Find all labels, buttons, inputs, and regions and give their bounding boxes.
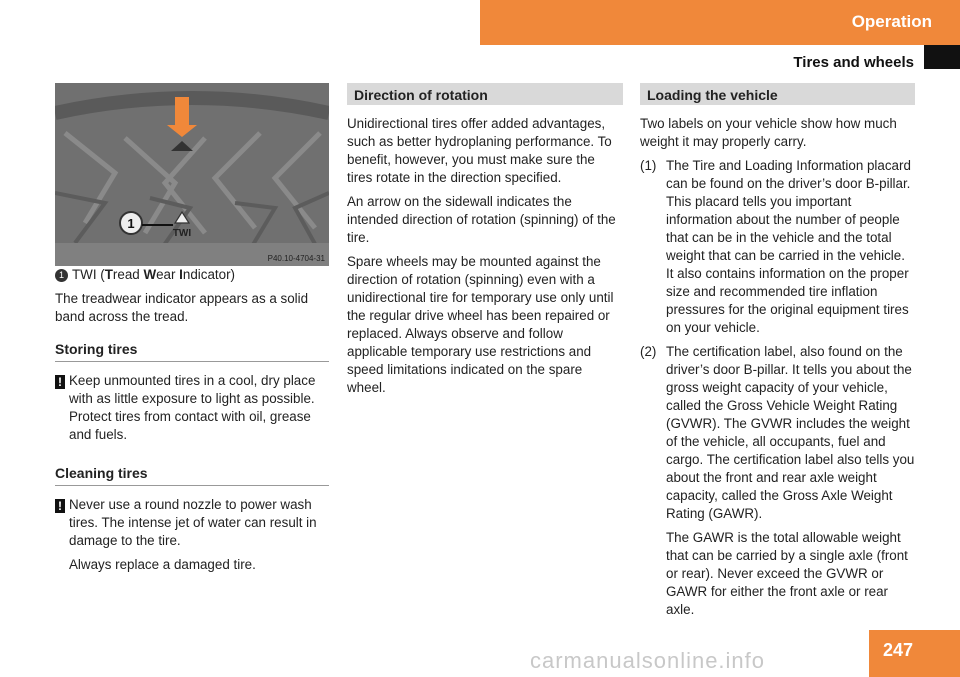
- callout-number: 1: [127, 216, 135, 231]
- loading-vehicle-heading: Loading the vehicle: [640, 83, 915, 105]
- rotation-paragraph-2: An arrow on the sidewall indicates the intended direction of rotation (spinning) of the tire.: [347, 194, 616, 245]
- direction-of-rotation-heading: Direction of rotation: [347, 83, 623, 105]
- figure-code: P40.10-4704-31: [267, 254, 325, 263]
- section-title: Operation: [851, 12, 932, 31]
- warning-icon: !: [55, 375, 65, 389]
- rotation-arrow-shaft: [175, 97, 189, 127]
- cleaning-extra: Always replace a damaged tire.: [69, 557, 256, 572]
- column-right: [640, 83, 915, 625]
- tire-tread-illustration: [55, 83, 329, 266]
- page-number: 247: [883, 640, 914, 660]
- column-middle: [347, 83, 623, 403]
- treadwear-paragraph: The treadwear indicator appears as a solid band across the tread.: [55, 291, 309, 324]
- column-left: [55, 83, 329, 580]
- twi-label: TWI: [172, 228, 192, 239]
- watermark: carmanualsonline.info: [530, 648, 766, 673]
- rotation-paragraph-3: Spare wheels may be mounted against the direction of rotation (spinning) even with a unidirectional tire for temporary use only until the regular drive wheel has been repaired or replaced. Always observe and follow applicable temporary use restrictions and speed limitations indicated on the spare wheel.: [347, 254, 614, 395]
- warning-icon: !: [55, 499, 65, 513]
- gawr-paragraph: The GAWR is the total allowable weight that can be carried by a single axle (front or rear). Never exceed the GVWR or GAWR for either the front axle or rear axle.: [666, 530, 908, 617]
- cleaning-tires-heading: Cleaning tires: [55, 464, 329, 486]
- subsection-title: Tires and wheels: [793, 54, 914, 71]
- header-marker: [924, 45, 960, 69]
- loading-intro: Two labels on your vehicle show how much weight it may properly carry.: [640, 116, 897, 149]
- list-item: (2) The certification label, also found on the driver’s door B-pillar. It tells you about the gross weight capacity of your vehicle, called the Gross Vehicle Weight Rating (GVWR). The GVWR includes the weight of the vehicle, all occupants, fuel and cargo. The certification label also tells you about the front and rear axle weight capacity, called the Gross Axle Weight Rating (GAWR).: [640, 344, 915, 521]
- list-item: (1) The Tire and Loading Information placard can be found on the driver’s door B-pillar. This placard tells you important information about the number of people that can be in the vehicle and the total weight that can be carried in the vehicle. It also contains information on the proper size and recommended tire inflation pressures for the original equipment tires on your vehicle.: [640, 158, 911, 335]
- caption-number-badge: 1: [55, 269, 68, 282]
- storing-warning: ! Keep unmounted tires in a cool, dry place with as little exposure to light as possible. Protect tires from contact with oil, grease and fuels.: [55, 372, 329, 444]
- storing-tires-heading: Storing tires: [55, 340, 329, 362]
- figure-caption: 1 TWI (Tread Wear Indicator): [55, 266, 329, 284]
- page-number-tab: [869, 630, 960, 677]
- rotation-paragraph-1: Unidirectional tires offer added advantages, such as better hydroplaning performance. To benefit, however, you must make sure the tires rotate in the direction specified.: [347, 116, 612, 185]
- tread-wear-figure: [55, 83, 329, 266]
- cleaning-warning: ! Never use a round nozzle to power wash tires. The intense jet of water can result in damage to the tire.: [55, 496, 329, 550]
